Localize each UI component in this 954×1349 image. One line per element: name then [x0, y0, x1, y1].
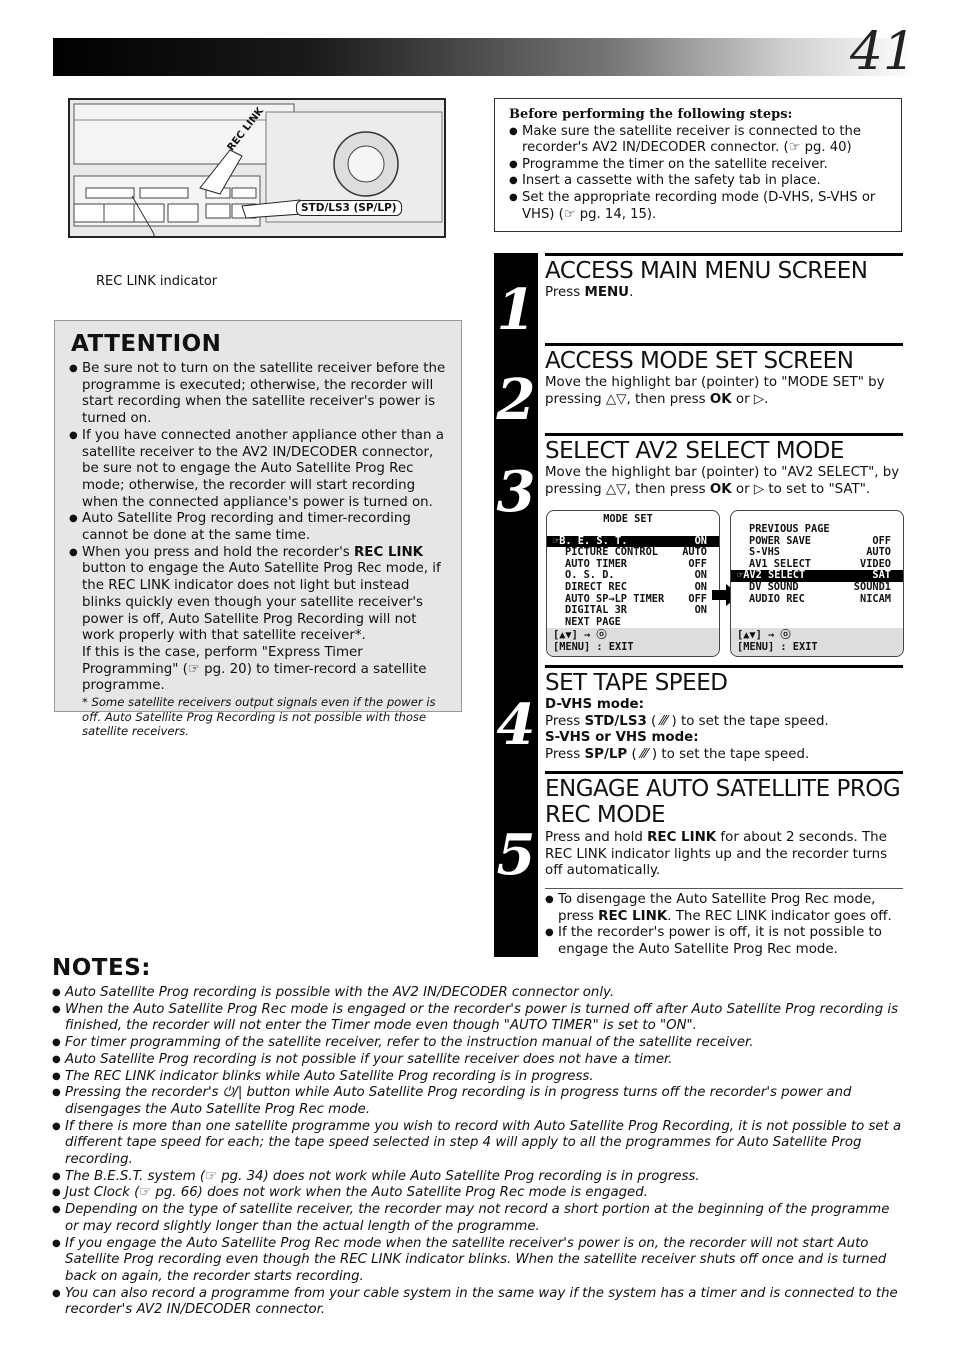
- screen1-row: O. S. D. ON: [565, 569, 707, 582]
- page-number: 41: [849, 22, 916, 82]
- step2-title: ACCESS MODE SET SCREEN: [545, 343, 903, 374]
- attention-item4-post: button to engage the Auto Satellite Prog Rec mode, if the REC LINK indicator does not light but instead blinks quickly even though your satellite receiver's power is off, Auto Satellite Prog Recording will not work properly with that satellite receiver*.: [82, 561, 441, 644]
- attention-item4-bold: REC LINK: [354, 544, 424, 560]
- screen2-row: AUDIO REC NICAM: [749, 592, 891, 605]
- attention-item: [69, 545, 451, 645]
- screen1-row: AUTO TIMER OFF: [565, 557, 707, 570]
- step-number-4: 4: [496, 692, 536, 758]
- notes-section: [52, 955, 902, 1319]
- screen1-footer: [▲▼] → ⓞ [MENU] : EXIT: [547, 628, 719, 656]
- before-item: ● Set the appropriate recording mode (D-VHS, S-VHS or VHS) (☞ pg. 14, 15).: [509, 190, 891, 223]
- step3-title: SELECT AV2 SELECT MODE: [545, 433, 903, 464]
- step-number-1: 1: [496, 277, 536, 343]
- screen1-row: DIGITAL 3R ON: [565, 604, 707, 617]
- note-item: ● You can also record a programme from your cable system in the same way if the system has a timer and is connected to the recorder's AV2 IN/DECODER connector.: [52, 1286, 902, 1319]
- screen1-row: AUTO SP→LP TIMER OFF: [565, 592, 707, 605]
- step5-title: ENGAGE AUTO SATELLITE PROG REC MODE: [545, 771, 903, 828]
- attention-item: ● Auto Satellite Prog recording and timer-recording cannot be done at the same time.: [69, 511, 451, 544]
- attention-extra: If this is the case, perform "Express Timer Programming" (☞ pg. 20) to timer-record a satellite programme.: [82, 644, 427, 694]
- screen2-footer: [▲▼] → ⓞ [MENU] : EXIT: [731, 628, 903, 656]
- step-number-3: 3: [496, 459, 536, 525]
- step5-bullet: ● If the recorder's power is off, it is not possible to engage the Auto Satellite Prog Rec mode.: [545, 925, 903, 958]
- note-item: ● Auto Satellite Prog recording is possible with the AV2 IN/DECODER connector only.: [52, 985, 902, 1002]
- screen1-row: PICTURE CONTROL AUTO: [565, 546, 707, 559]
- screen1-row: NEXT PAGE: [565, 615, 621, 628]
- vcr-illustration: [68, 98, 446, 238]
- step3-text: Move the highlight bar (pointer) to "AV2 SELECT", by pressing △▽, then press OK or ▷ to set to "SAT".: [545, 465, 900, 497]
- step4-text: D-VHS mode: Press STD/LS3 ( ⁄⁄⁄ ) to set the tape speed. S-VHS or VHS mode: Press SP/LP ( ⁄⁄⁄ ) to set the tape speed.: [545, 697, 829, 762]
- step1-title: ACCESS MAIN MENU SCREEN: [545, 253, 903, 284]
- note-item: ● The REC LINK indicator blinks while Auto Satellite Prog recording is in progress.: [52, 1069, 902, 1086]
- screen1-title: MODE SET: [603, 513, 653, 525]
- step5-bullets: [545, 892, 903, 958]
- note-item: ● Pressing the recorder's ⏻/| button while Auto Satellite Prog recording is in progress turns off the recorder's power and disengages the Auto Satellite Prog Rec mode.: [52, 1085, 902, 1118]
- note-item: ● If you engage the Auto Satellite Prog Rec mode when the satellite receiver's power is on, the recorder will not start Auto Satellite Prog recording even though the REC LINK indicator blinks. When the satellite receiver shuts off once and is turned back on again, the recorder starts recording.: [52, 1236, 902, 1286]
- screen2-row: ☞AV2 SELECT SAT: [731, 570, 903, 582]
- before-item: ● Programme the timer on the satellite receiver.: [509, 157, 891, 174]
- step-number-2: 2: [496, 367, 536, 433]
- header-bar: [53, 38, 915, 76]
- note-item: ● If there is more than one satellite programme you wish to record with Auto Satellite Prog Recording, it is not possible to set a different tape speed for each; the tape speed selected in step 4 will apply to all the programmes for Auto Satellite Prog recording.: [52, 1119, 902, 1169]
- attention-item4-pre: When you press and hold the recorder's: [82, 544, 354, 560]
- attention-footnote: * Some satellite receivers output signals even if the power is off. Auto Satellite Prog Recording is not possible with those satellite receivers.: [82, 695, 436, 739]
- screen1-row: ☞B. E. S. T. ON: [547, 536, 719, 548]
- before-steps-box: [494, 98, 902, 232]
- step5-bullet: ● To disengage the Auto Satellite Prog Rec mode, press REC LINK. The REC LINK indicator goes off.: [545, 892, 903, 925]
- av2-select-screen: [730, 510, 904, 657]
- screen2-row: DV SOUND SOUND1: [749, 580, 891, 593]
- step2-text: Move the highlight bar (pointer) to "MODE SET" by pressing △▽, then press OK or ▷.: [545, 375, 885, 407]
- note-item: ● Auto Satellite Prog recording is not possible if your satellite receiver does not have a timer.: [52, 1052, 902, 1069]
- screen2-row: S-VHS AUTO: [749, 546, 891, 559]
- attention-item: ● If you have connected another appliance other than a satellite receiver to the AV2 IN/DECODER connector, be sure not to engage the Auto Satellite Prog Rec mode; otherwise, the recorder will start recording when the connected appliance's power is turned on.: [69, 428, 451, 512]
- step1-text: Press MENU.: [545, 285, 634, 300]
- note-item: ● For timer programming of the satellite receiver, refer to the instruction manual of the satellite receiver.: [52, 1035, 902, 1052]
- note-item: ● Depending on the type of satellite receiver, the recorder may not record a short portion at the beginning of the programme or may record slightly longer than the actual length of the programme.: [52, 1202, 902, 1235]
- rec-link-label: REC LINK: [225, 105, 266, 154]
- screen2-row: PREVIOUS PAGE: [749, 523, 830, 535]
- screen2-row: AV1 SELECT VIDEO: [749, 557, 891, 570]
- attention-box: [54, 320, 462, 739]
- before-title: Before performing the following steps:: [509, 107, 793, 122]
- note-item: ● Just Clock (☞ pg. 66) does not work when the Auto Satellite Prog Rec mode is engaged.: [52, 1185, 902, 1202]
- rec-link-indicator-caption: REC LINK indicator: [96, 274, 218, 289]
- screen2-row: POWER SAVE OFF: [749, 534, 891, 547]
- attention-item: ● Be sure not to turn on the satellite receiver before the programme is executed; otherwise, the recorder will start recording when the satellite receiver's power is turned on.: [69, 361, 451, 428]
- step4-title: SET TAPE SPEED: [545, 665, 903, 696]
- notes-title: NOTES:: [52, 955, 151, 981]
- note-item: ● The B.E.S.T. system (☞ pg. 34) does not work while Auto Satellite Prog recording is in progress.: [52, 1169, 902, 1186]
- step5-text: Press and hold REC LINK for about 2 seconds. The REC LINK indicator lights up and the recorder turns off automatically.: [545, 830, 888, 879]
- step-number-5: 5: [496, 822, 536, 888]
- note-item: ● When the Auto Satellite Prog Rec mode is engaged or the recorder's power is turned off after Auto Satellite Prog recording is finished, the recorder will not enter the Timer mode even though "AUTO TIMER" is set to "ON".: [52, 1002, 902, 1035]
- screen1-row: DIRECT REC ON: [565, 580, 707, 593]
- mode-set-screen: [546, 510, 720, 657]
- std-ls3-label: STD/LS3 (SP/LP): [296, 200, 402, 216]
- before-item: ● Insert a cassette with the safety tab in place.: [509, 173, 891, 190]
- attention-title: ATTENTION: [71, 331, 222, 357]
- before-item: ● Make sure the satellite receiver is connected to the recorder's AV2 IN/DECODER connector. (☞ pg. 40): [509, 124, 891, 157]
- step5-divider: [545, 888, 903, 889]
